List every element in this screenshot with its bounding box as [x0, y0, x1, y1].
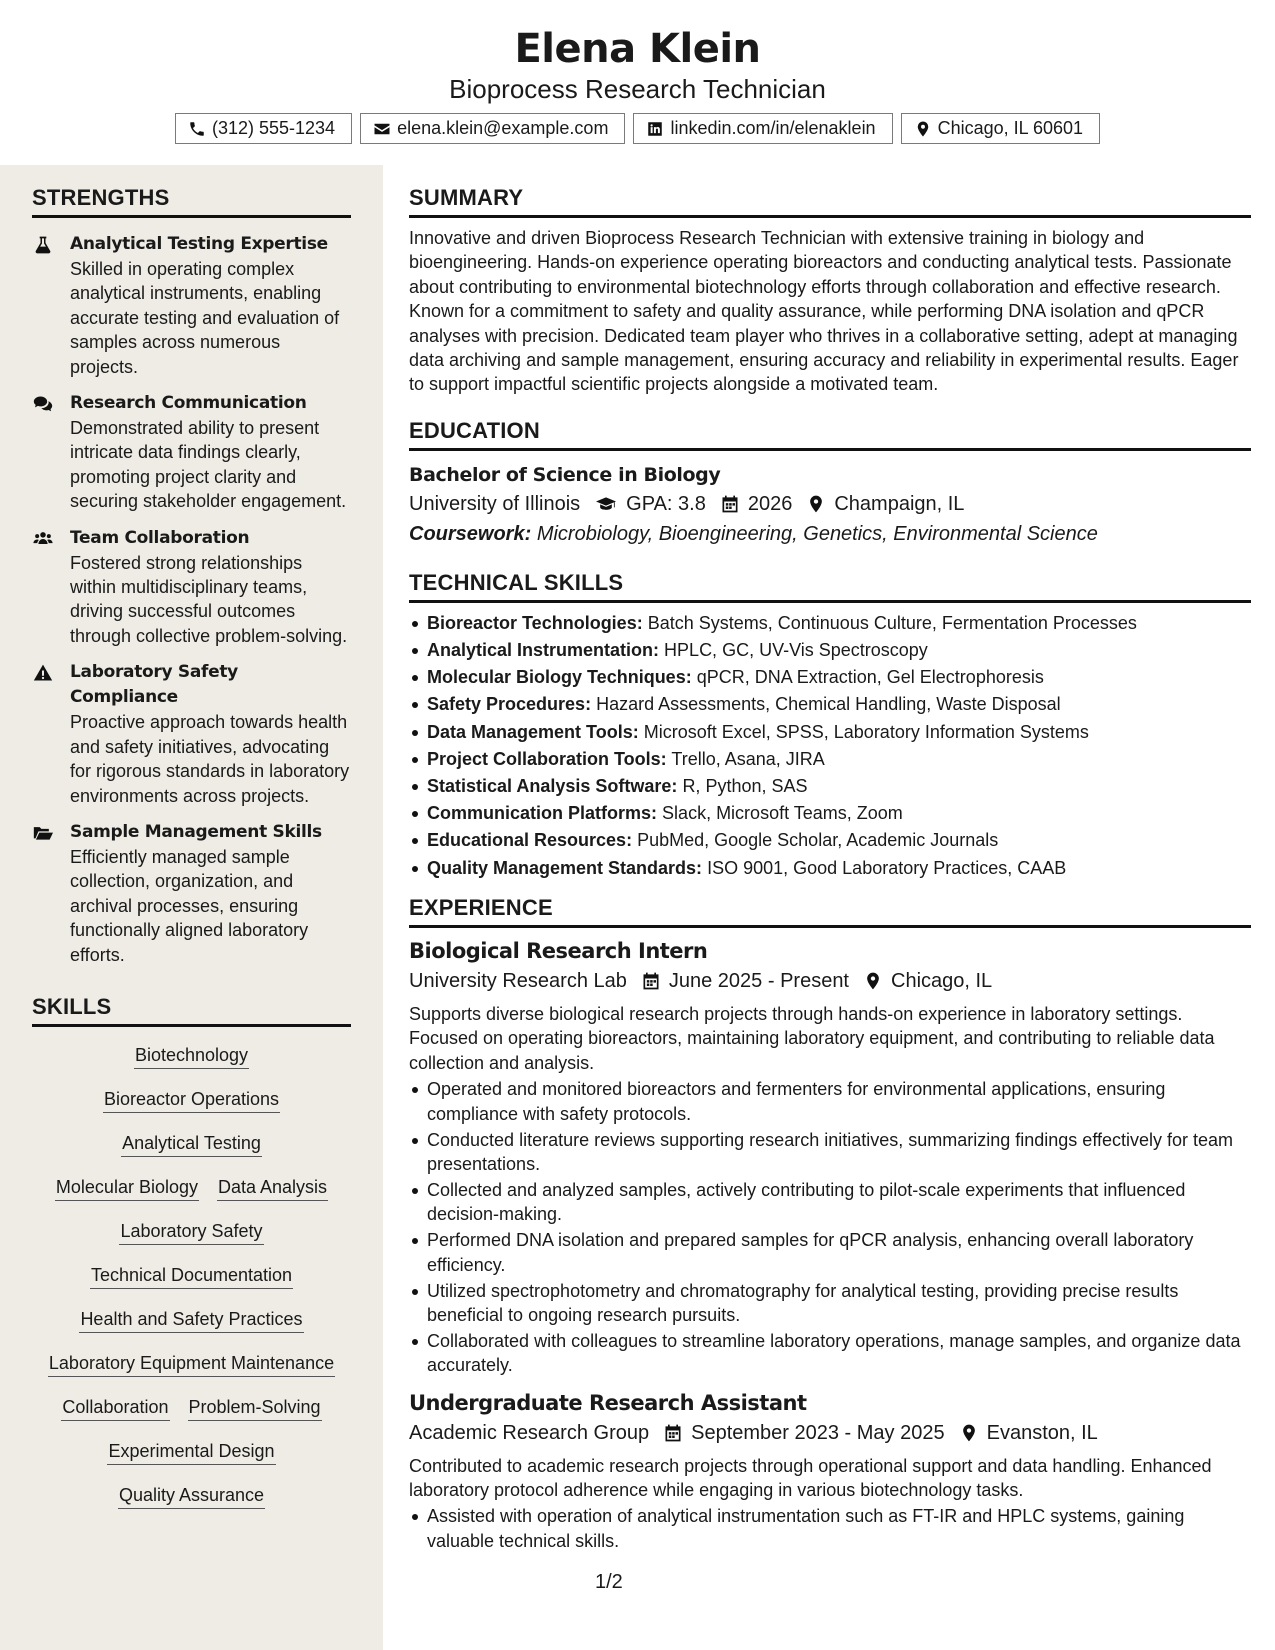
strength-item: [32, 660, 351, 808]
technical-skill-value: Microsoft Excel, SPSS, Laboratory Information Systems: [643, 721, 1089, 742]
technical-skill-label: Project Collaboration Tools:: [427, 748, 667, 769]
comments-icon: [32, 394, 54, 414]
contact-email[interactable]: [360, 113, 625, 144]
contact-phone[interactable]: [175, 113, 352, 144]
calendar-icon: [641, 971, 661, 991]
technical-skill-item: [409, 828, 1251, 852]
graduation-cap-icon: [594, 494, 618, 514]
folder-open-icon: [32, 823, 54, 843]
technical-skill-label: Safety Procedures:: [427, 694, 592, 715]
technical-skill-item: [409, 801, 1251, 825]
strength-title: Sample Management Skills: [70, 821, 322, 842]
job-dates: September 2023 - May 2025: [691, 1421, 945, 1444]
strength-title: Team Collaboration: [70, 527, 250, 548]
job-title: Undergraduate Research Assistant: [409, 1390, 807, 1415]
technical-skill-value: Hazard Assessments, Chemical Handling, Waste Disposal: [596, 694, 1061, 715]
resume-header: [0, 0, 1275, 165]
technical-skill-value: ISO 9001, Good Laboratory Practices, CAAB: [707, 857, 1067, 878]
job-dates: June 2025 - Present: [668, 970, 849, 993]
skills-row: [38, 1219, 345, 1245]
job-org: University Research Lab: [409, 970, 627, 993]
candidate-title: Bioprocess Research Technician: [449, 74, 826, 104]
job-meta: [409, 966, 1251, 996]
contact-phone-text: (312) 555-1234: [211, 118, 336, 138]
skill-chip: Bioreactor Operations: [103, 1087, 280, 1113]
strength-title: Laboratory Safety Compliance: [70, 662, 238, 708]
technical-skill-label: Data Management Tools:: [427, 721, 639, 742]
skills-row: [38, 1307, 345, 1333]
job-bullet: Performed DNA isolation and prepared samples for qPCR analysis, enhancing overall laboratory efficiency.: [409, 1228, 1251, 1277]
technical-skill-value: Trello, Asana, JIRA: [671, 748, 825, 769]
education-meta: [409, 489, 1251, 519]
experience-heading: EXPERIENCE: [409, 894, 1251, 928]
summary-text: Innovative and driven Bioprocess Research Technician with extensive training in biology and bioengineering. Hands-on experience operating bioreactors and conducting analytical tests. Passionate about contributing to environmental biotechnology efforts through collaboration and effective research. Known for a commitment to safety and quality assurance, while performing DNA isolation and qPCR analyses with precision. Dedicated team player who thrives in a collaborative setting, adept at managing data archiving and sample management, ensuring accuracy and reliability in experimental results. Eager to support impactful scientific projects alongside a motivated team.: [409, 228, 1239, 395]
technical-skill-item: [409, 747, 1251, 771]
page-number: 1/2: [595, 1571, 623, 1593]
technical-skill-item: [409, 665, 1251, 689]
job-location: Evanston, IL: [986, 1421, 1098, 1444]
contact-linkedin-text: linkedin.com/in/elenaklein: [670, 118, 876, 138]
education-school: University of Illinois: [409, 492, 581, 515]
skill-chip: Analytical Testing: [121, 1131, 262, 1157]
sidebar: [0, 165, 383, 1650]
education-gpa: GPA: 3.8: [626, 492, 706, 515]
skill-chip: Biotechnology: [134, 1043, 249, 1069]
strength-title: Research Communication: [70, 393, 307, 414]
technical-skill-label: Quality Management Standards:: [427, 857, 703, 878]
strength-item: [32, 820, 351, 967]
technical-skill-item: [409, 856, 1251, 880]
contact-linkedin[interactable]: [633, 113, 892, 144]
job-title: Biological Research Intern: [409, 939, 708, 964]
skill-chip: Laboratory Equipment Maintenance: [48, 1351, 335, 1377]
technical-skill-label: Educational Resources:: [427, 830, 633, 851]
technical-skill-label: Statistical Analysis Software:: [427, 776, 678, 797]
skill-chip: Problem-Solving: [188, 1395, 322, 1421]
skills-row: [38, 1351, 345, 1377]
technical-skill-label: Communication Platforms:: [427, 803, 658, 824]
skills-row: [38, 1175, 345, 1201]
technical-skill-item: [409, 774, 1251, 798]
job-bullets: [409, 1504, 1251, 1553]
technical-skill-label: Bioreactor Technologies:: [427, 612, 643, 633]
technical-skills-list: [409, 611, 1251, 880]
technical-skill-item: [409, 611, 1251, 635]
main-content: [383, 165, 1275, 1650]
strength-item: [32, 526, 351, 649]
skill-chip: Health and Safety Practices: [79, 1307, 303, 1333]
strength-desc: Skilled in operating complex analytical instruments, enabling accurate testing and evaluation of samples across numerous projects.: [70, 259, 340, 377]
technical-skill-value: PubMed, Google Scholar, Academic Journals: [637, 830, 999, 851]
job-bullet: Assisted with operation of analytical instrumentation such as FT-IR and HPLC systems, gaining valuable technical skills.: [409, 1504, 1251, 1553]
technical-skill-value: HPLC, GC, UV-Vis Spectroscopy: [664, 640, 928, 661]
technical-skill-label: Molecular Biology Techniques:: [427, 667, 692, 688]
job-bullet: Collected and analyzed samples, actively contributing to pilot-scale experiments that influenced decision-making.: [409, 1178, 1251, 1227]
contact-email-text: elena.klein@example.com: [397, 118, 609, 138]
strength-desc: Demonstrated ability to present intricate data findings clearly, promoting project clarity and securing stakeholder engagement.: [70, 418, 347, 512]
flask-icon: [32, 235, 54, 255]
technical-skill-value: Batch Systems, Continuous Culture, Fermentation Processes: [647, 612, 1137, 633]
coursework-text: Microbiology, Bioengineering, Genetics, Environmental Science: [536, 522, 1098, 545]
technical-skill-value: R, Python, SAS: [682, 776, 808, 797]
strength-desc: Fostered strong relationships within multidisciplinary teams, driving successful outcomes through collective problem-solving.: [70, 552, 348, 646]
phone-icon: [188, 120, 206, 138]
technical-skill-value: qPCR, DNA Extraction, Gel Electrophoresis: [696, 667, 1044, 688]
linkedin-icon: [646, 120, 664, 138]
skills-row: [38, 1395, 345, 1421]
technical-skill-label: Analytical Instrumentation:: [427, 640, 660, 661]
warning-icon: [32, 663, 54, 683]
job-bullet: Conducted literature reviews supporting research initiatives, summarizing findings effectively for team presentations.: [409, 1128, 1251, 1177]
job-meta: [409, 1418, 1251, 1448]
map-pin-icon: [806, 494, 826, 514]
technical-skill-value: Slack, Microsoft Teams, Zoom: [662, 803, 903, 824]
job-entry: [409, 936, 1251, 1378]
coursework-label: Coursework:: [409, 522, 532, 545]
job-bullet: Utilized spectrophotometry and chromatography for analytical testing, providing precise results beneficial to ongoing research pursuits.: [409, 1279, 1251, 1328]
strength-title: Analytical Testing Expertise: [70, 234, 328, 254]
technical-skill-item: [409, 638, 1251, 662]
skills-row: [38, 1087, 345, 1113]
job-entry: [409, 1388, 1251, 1554]
job-description: Contributed to academic research projects through operational support and data handling. Enhanced laboratory protocol adherence while engaging in various biotechnology tasks.: [409, 1455, 1212, 1501]
envelope-icon: [373, 120, 391, 138]
candidate-name: Elena Klein: [514, 26, 761, 72]
skills-heading: SKILLS: [32, 993, 351, 1027]
education-heading: EDUCATION: [409, 417, 1251, 451]
map-pin-icon: [959, 1423, 979, 1443]
skill-chip: Data Analysis: [217, 1175, 328, 1201]
technical-skill-item: [409, 692, 1251, 716]
calendar-icon: [720, 494, 740, 514]
education-year: 2026: [747, 492, 793, 515]
job-org: Academic Research Group: [409, 1421, 650, 1444]
strength-item: [32, 391, 351, 514]
skill-chip: Quality Assurance: [118, 1483, 265, 1509]
skill-chip: Molecular Biology: [55, 1175, 199, 1201]
strengths-heading: STRENGTHS: [32, 184, 351, 218]
summary-heading: SUMMARY: [409, 184, 1251, 218]
technical-skills-heading: TECHNICAL SKILLS: [409, 569, 1251, 603]
calendar-icon: [663, 1423, 683, 1443]
strength-desc: Proactive approach towards health and safety initiatives, advocating for rigorous standards in laboratory environments across projects.: [70, 712, 350, 806]
skills-row: [38, 1043, 345, 1069]
job-bullet: Collaborated with colleagues to streamline laboratory operations, manage samples, and organize data accurately.: [409, 1329, 1251, 1378]
contact-location-text: Chicago, IL 60601: [937, 118, 1084, 138]
strength-item: [32, 232, 351, 379]
skill-chip: Collaboration: [61, 1395, 169, 1421]
skills-row: [38, 1483, 345, 1509]
contact-bar: [0, 113, 1275, 144]
strength-desc: Efficiently managed sample collection, organization, and archival processes, ensuring functionally aligned laboratory efforts.: [70, 846, 309, 965]
skills-row: [38, 1263, 345, 1289]
contact-location: [901, 113, 1100, 144]
job-description: Supports diverse biological research projects through hands-on experience in laboratory settings. Focused on operating bioreactors, maintaining laboratory equipment, and contributing to reliable data collection and analysis.: [409, 1004, 1215, 1073]
skill-chip: Laboratory Safety: [119, 1219, 263, 1245]
skills-row: [38, 1131, 345, 1157]
education-coursework: [409, 519, 1251, 549]
skill-chip: Technical Documentation: [90, 1263, 293, 1289]
education-location: Champaign, IL: [834, 492, 965, 515]
skill-chip: Experimental Design: [107, 1439, 275, 1465]
job-bullets: [409, 1077, 1251, 1377]
map-pin-icon: [914, 120, 932, 138]
skills-list: [32, 1043, 351, 1509]
education-degree: Bachelor of Science in Biology: [409, 463, 721, 486]
job-location: Chicago, IL: [891, 970, 993, 993]
skills-row: [38, 1439, 345, 1465]
users-icon: [32, 529, 54, 549]
map-pin-icon: [863, 971, 883, 991]
job-bullet: Operated and monitored bioreactors and fermenters for environmental applications, ensuring compliance with safety protocols.: [409, 1077, 1251, 1126]
technical-skill-item: [409, 720, 1251, 744]
